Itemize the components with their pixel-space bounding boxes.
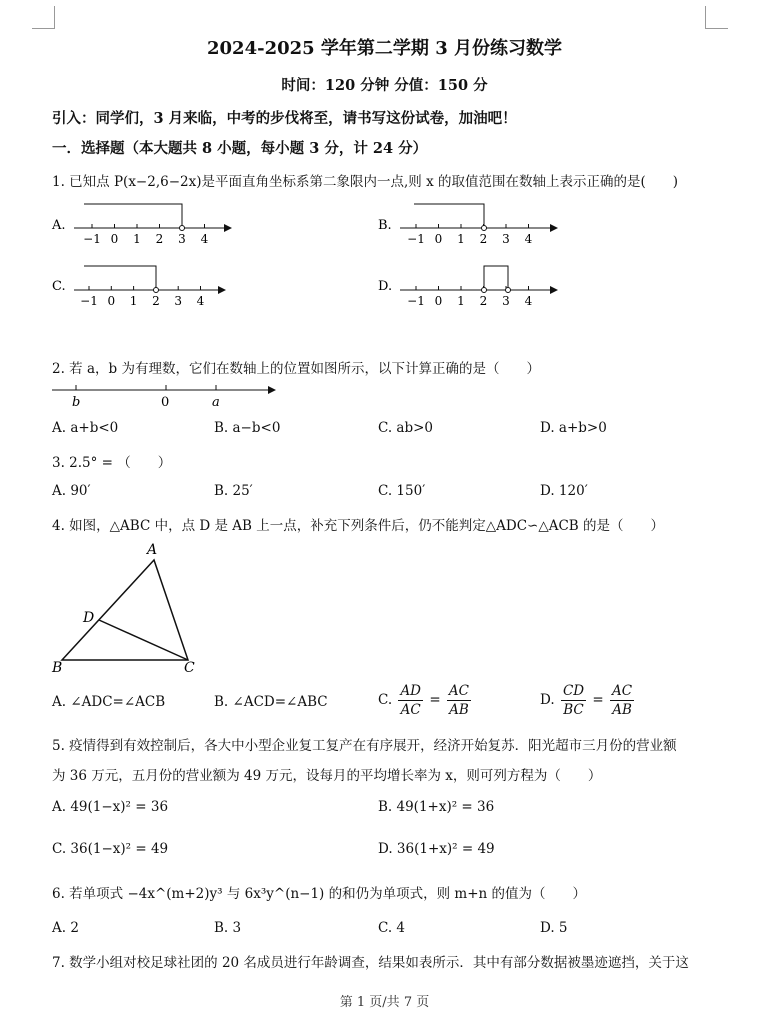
q6-option-d[interactable]: D. 5	[540, 920, 568, 936]
tick-label: 1	[457, 294, 465, 308]
question-6-text: 6. 若单项式 −4x^(m+2)y³ 与 6x³y^(n−1) 的和仍为单项式，则 m+n 的值为（ ）	[52, 886, 587, 902]
q1-option-d-number-line	[400, 266, 558, 308]
vertex-a-label: A	[147, 542, 158, 558]
q6-option-a[interactable]: A. 2	[52, 920, 79, 936]
corner-mark-top-left	[32, 6, 55, 29]
exam-info: 时间：120 分钟 分值：150 分	[281, 77, 488, 94]
tick-label: 3	[178, 232, 186, 246]
question-4-text: 4. 如图，△ABC 中，点 D 是 AB 上一点，补充下列条件后，仍不能判定△ADC∽△ACB 的是（ ）	[52, 518, 665, 534]
question-2-number-line	[48, 380, 308, 410]
question-1-text: 1. 已知点 P(x−2,6−2x)是平面直角坐标系第二象限内一点,则 x 的取值范围在数轴上表示正确的是( )	[52, 174, 679, 190]
question-7-text: 7. 数学小组对校足球社团的 20 名成员进行年龄调查，结果如表所示．其中有部分数据被墨迹遮挡，关于这	[52, 955, 689, 971]
tick-label: 0	[434, 294, 443, 308]
q4-option-a[interactable]: A. ∠ADC=∠ACB	[52, 694, 166, 710]
q3-option-a[interactable]: A. 90′	[52, 483, 91, 499]
q2-option-b[interactable]: B. a−b<0	[214, 420, 281, 436]
question-1-number-lines	[48, 198, 748, 328]
tick-label: 0	[107, 294, 116, 308]
q5-option-a[interactable]: A. 49(1−x)² = 36	[52, 799, 169, 815]
tick-label: −1	[407, 232, 425, 246]
q2-option-d[interactable]: D. a+b>0	[540, 420, 607, 436]
tick-label: 2	[479, 232, 488, 246]
q2-axis-label-b: b	[72, 395, 81, 410]
tick-label: 3	[502, 232, 510, 246]
q5-option-b[interactable]: B. 49(1+x)² = 36	[378, 799, 495, 815]
q6-option-b[interactable]: B. 3	[214, 920, 242, 936]
tick-label: 2	[155, 232, 164, 246]
q2-option-a[interactable]: A. a+b<0	[52, 420, 119, 436]
fraction-ac-ab: $\frac{AC}{AB}$	[448, 683, 470, 718]
tick-label: 0	[434, 232, 443, 246]
tick-label: 0	[110, 232, 119, 246]
tick-label: −1	[83, 232, 101, 246]
q6-option-c[interactable]: C. 4	[378, 920, 406, 936]
question-3-text: 3. 2.5° = （ ）	[52, 455, 172, 471]
q4-option-d[interactable]: D. $\frac{CD}{BC}$ = $\frac{AC}{AB}$	[540, 683, 633, 718]
intro-text: 引入：同学们，3 月来临，中考的步伐将至，请书写这份试卷，加油吧！	[52, 110, 517, 127]
vertex-c-label: C	[184, 660, 195, 676]
q1-option-b-label: B.	[378, 218, 392, 233]
q3-option-b[interactable]: B. 25′	[214, 483, 253, 499]
tick-label: 1	[129, 294, 138, 308]
q4-option-b[interactable]: B. ∠ACD=∠ABC	[214, 694, 328, 710]
question-2-text: 2. 若 a，b 为有理数，它们在数轴上的位置如图所示，以下计算正确的是（ ）	[52, 361, 540, 377]
vertex-d-label: D	[83, 610, 95, 626]
fraction-ad-ac: $\frac{AD}{AC}$	[400, 683, 422, 718]
question-5-line-2: 为 36 万元，五月份的营业额为 49 万元，设每月的平均增长率为 x，则可列方程为（ ）	[52, 768, 602, 784]
tick-label: 3	[174, 294, 183, 308]
fraction-ac-ab-d: $\frac{AC}{AB}$	[612, 683, 633, 718]
q3-option-c[interactable]: C. 150′	[378, 483, 426, 499]
page-title: 2024-2025 学年第二学期 3 月份练习数学	[207, 38, 562, 59]
q4-option-d-label: D.	[540, 692, 555, 708]
tick-label: 1	[457, 232, 465, 246]
tick-label: −1	[80, 294, 98, 308]
corner-mark-top-right	[705, 6, 728, 29]
page-footer: 第 1 页/共 7 页	[339, 995, 430, 1010]
q5-option-d[interactable]: D. 36(1+x)² = 49	[378, 841, 495, 857]
tick-label: −1	[407, 294, 425, 308]
tick-label: 4	[524, 294, 533, 308]
tick-label: 3	[502, 294, 510, 308]
question-5-line-1: 5. 疫情得到有效控制后，各大中小型企业复工复产在有序展开，经济开始复苏．阳光超市三月份的营业额	[52, 738, 677, 754]
q1-option-d-label: D.	[378, 279, 393, 294]
q4-option-c[interactable]: C. $\frac{AD}{AC}$ = $\frac{AC}{AB}$	[378, 683, 470, 718]
tick-label: 1	[133, 232, 141, 246]
q2-axis-label-a: a	[212, 395, 220, 410]
question-4-triangle-figure	[48, 540, 228, 680]
q4-option-c-label: C.	[378, 692, 393, 708]
q3-option-d[interactable]: D. 120′	[540, 483, 588, 499]
vertex-b-label: B	[52, 660, 63, 676]
q1-option-c-label: C.	[52, 279, 66, 294]
q2-axis-label-0: 0	[161, 395, 170, 410]
q1-option-a-label: A.	[52, 218, 66, 233]
tick-label: 2	[152, 294, 160, 308]
q5-option-c[interactable]: C. 36(1−x)² = 49	[52, 841, 169, 857]
q1-option-c-number-line	[74, 266, 226, 308]
q1-option-b-number-line	[400, 204, 558, 246]
fraction-cd-bc: $\frac{CD}{BC}$	[562, 683, 585, 718]
tick-label: 2	[479, 294, 488, 308]
tick-label: 4	[196, 294, 205, 308]
q2-option-c[interactable]: C. ab>0	[378, 420, 434, 436]
tick-label: 4	[200, 232, 209, 246]
q1-option-a-number-line	[74, 204, 232, 246]
tick-label: 4	[524, 232, 533, 246]
section-heading: 一．选择题（本大题共 8 小题，每小题 3 分，计 24 分）	[52, 140, 428, 157]
